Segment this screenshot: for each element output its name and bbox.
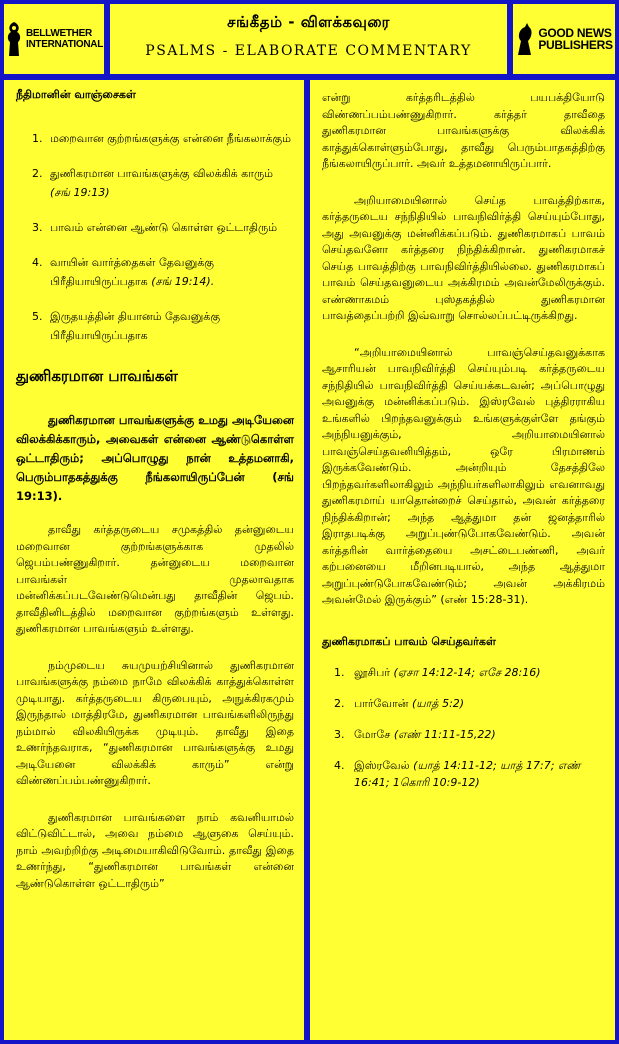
paragraph: துணிகரமான பாவங்களை நாம் கவனியாமல் விட்டுவிட்டால், அவை நம்மை ஆளுகை செய்யும். நாம் அவற்றிற்கு அடிமையாகிவிடுவோம். தாவீது இதை உணர்ந்து, “துணிகரமான பாவங்கள் என்னை ஆண்டுகொள்ள ஒட்டாதிரும்” — [16, 810, 294, 890]
sinners-list — [322, 664, 605, 791]
section-title-sinners: துணிகரமாகப் பாவம் செய்தவர்கள் — [322, 634, 496, 648]
quote-ref: (எண் 15:28-31). — [440, 593, 529, 606]
section-title-wishes: நீதிமானின் வாஞ்சைகள் — [16, 88, 136, 101]
quote-text: “அறியாமையினால் பாவஞ்செய்தவனுக்காக ஆசாரியன் பாவநிவிர்த்தி செய்யும்படி கர்த்தருடைய சந்நிதியில் பாவநிவிர்த்தி செய்யக்கடவன்; அப்பொழுது அவனுக்கு மன்னிக்கப்படும். இஸ்ரவேல் புத்திரராகிய உங்களில் பிறந்தவனுக்கும் உங்களுக்குள்ளே தங்கும் அந்நியனுக்கும், அறியாமையினால் பாவஞ்செய்தவனியித்தம், ஒரே பிரமாணம் இருக்கவேண்டும். அன்றியும் தேசத்திலே பிறந்தவர்களிலாகிலும் அந்நியர்களிலாகிலும் எவனாவது துணிகரமாய் யாதொன்றைச் செய்தால், அவன் கர்த்தரை நிந்திக்கிறான்; அந்த ஆத்துமா தன் ஜனத்தாரில் இராதபடிக்கு அறுப்புண்டுபோகவேண்டும். அவன் கர்த்தரின் வார்த்தையை அசட்டைபண்ணி, அவர் கற்பனையை மீறினபடியால், அந்த ஆத்துமா அறுப்புண்டுபோகவேண்டும்; அவன் அக்கிரமம் அவன்மேல் இருக்கும்” — [322, 345, 605, 606]
sinner-name: லூசிபர் — [354, 665, 391, 679]
wish-text: மறைவான குற்றங்களுக்கு என்னை நீங்கலாக்கும் — [50, 132, 291, 145]
sinner-ref: (யாத் 14:11-12; யாத் 17:7; எண் 16:41; 1கொரி 10:9-12) — [354, 758, 581, 789]
title-english: PSALMS - ELABORATE COMMENTARY — [145, 43, 472, 59]
paragraph: என்று கர்த்தரிடத்தில் பயபக்தியோடு விண்ணப்பம்பண்ணுகிறார். கர்த்தர் தாவீதை துணிகரமான பாவங்களுக்கு விலக்கிக் காத்துக்கொள்ளும்போது, தாவீது பெரும்பாதகத்திற்கு நீங்கலாயிருப்பார். அவர் உத்தமனாயிருப்பார். — [322, 91, 605, 170]
bird-icon — [515, 21, 535, 57]
sinner-name: மோசே — [354, 727, 391, 741]
bellwether-logo — [4, 4, 104, 74]
title-tamil: சங்கீதம் - விளக்கவுரை — [227, 13, 390, 31]
title-box — [110, 4, 507, 74]
list-item — [46, 253, 294, 291]
wish-text: பாவம் என்னை ஆண்டு கொள்ள ஒட்டாதிரும் — [50, 221, 278, 234]
wish-ref: (சங் 19:14). — [151, 275, 215, 288]
sinner-ref: (ஏசா 14:12-14; எசே 28:16) — [393, 665, 541, 679]
left-logo-line2: INTERNATIONAL — [25, 39, 104, 50]
paragraph: தாவீது கர்த்தருடைய சமுகத்தில் தன்னுடைய மறைவான குற்றங்களுக்காக முதலில் ஜெபம்பண்ணுகிறார். தன்னுடைய மறைவான பாவங்கள் முதலாவதாக மன்னிக்கப்படவேண்டுமென்பது தாவீதின் ஜெபம். தாவீதினிடத்தில் மறைவான குற்றங்களும் உள்ளது. துணிகரமான பாவங்களும் உள்ளது. — [16, 523, 294, 635]
list-item — [46, 164, 294, 202]
wish-text: வாயின் வார்த்தைகள் தேவனுக்கு பிரீதியாயிருப்பதாக — [50, 256, 214, 288]
right-logo-line1: GOOD NEWS — [538, 26, 612, 40]
paragraph: நம்முடைய சுயமுயற்சியினால் துணிகரமான பாவங்களுக்கு நம்மை நாமே விலக்கிக் காத்துக்கொள்ள முடியாது. கர்த்தருடைய கிருபையும், அநுக்கிரகமும் இருந்தால் மாத்திரமே, துணிகரமான பாவங்களிலிருந்து நம்மால் விலகியிருக்க முடியும். தாவீது இதை உணர்ந்தவராக, “துணிகரமான பாவங்களுக்கு உமது அடியேனை விலக்கிக் காரும்” என்று விண்ணப்பம்பண்ணுகிறார். — [16, 658, 294, 787]
left-logo-line1: BELLWETHER — [25, 28, 92, 39]
heading-presumptuous-sins: துணிகரமான பாவங்கள் — [16, 367, 178, 385]
list-item — [46, 307, 294, 345]
list-item — [348, 695, 605, 712]
wish-text: இருதயத்தின் தியானம் தேவனுக்கு பிரீதியாயிருப்பதாக — [50, 310, 221, 342]
list-item — [348, 726, 605, 743]
sinner-name: இஸ்ரவேல் — [354, 758, 410, 772]
key-verse: துணிகரமான பாவங்களுக்கு உமது அடியேனை விலக்கிக்காரும், அவைகள் என்னை ஆண்டுகொள்ள ஒட்டாதிரும்; அப்பொழுது நான் உத்தமனாகி, பெரும்பாதகத்துக்கு நீங்கலாயிருப்பேன் (சங் 19:13). — [16, 413, 294, 503]
wish-ref: (சங் 19:13) — [50, 186, 110, 199]
left-column — [4, 80, 304, 1040]
numbers-quote — [322, 345, 605, 609]
list-item — [348, 757, 605, 791]
list-item — [46, 129, 294, 148]
right-logo-line2: PUBLISHERS — [538, 38, 613, 52]
sinner-ref: (யாத் 5:2) — [411, 696, 465, 710]
right-column — [310, 80, 615, 1040]
wish-text: துணிகரமான பாவங்களுக்கு விலக்கிக் காரும் — [50, 167, 274, 180]
list-item — [46, 218, 294, 237]
ram-icon — [5, 20, 23, 58]
sinner-ref: (எண் 11:11-15,22) — [393, 727, 496, 741]
paragraph: அறியாமையினால் செய்த பாவத்திற்காக, கர்த்தருடைய சந்நிதியில் பாவநிவிர்த்தி செய்யும்போது, அது அவனுக்கு மன்னிக்கப்படும். துணிகரமாகப் பாவம் செய்தவனோ கர்த்தரை நிந்திக்கிறான். துணிகரமாகச் செய்த பாவத்திற்கு பாவநிவிர்த்தியில்லை. துணிகரமாகப் பாவம் செய்தவனுடைய அக்கிரமம் அவன்மேலிருக்கும். எண்ணாகமம் புஸ்தகத்தில் துணிகரமான பாவத்தைப்பற்றி இவ்வாறு சொல்லப்பட்டிருக்கிறது. — [322, 193, 605, 322]
wishes-list — [16, 129, 294, 345]
good-news-logo — [513, 4, 615, 74]
sinner-name: பார்வோன் — [354, 696, 409, 710]
list-item — [348, 664, 605, 681]
